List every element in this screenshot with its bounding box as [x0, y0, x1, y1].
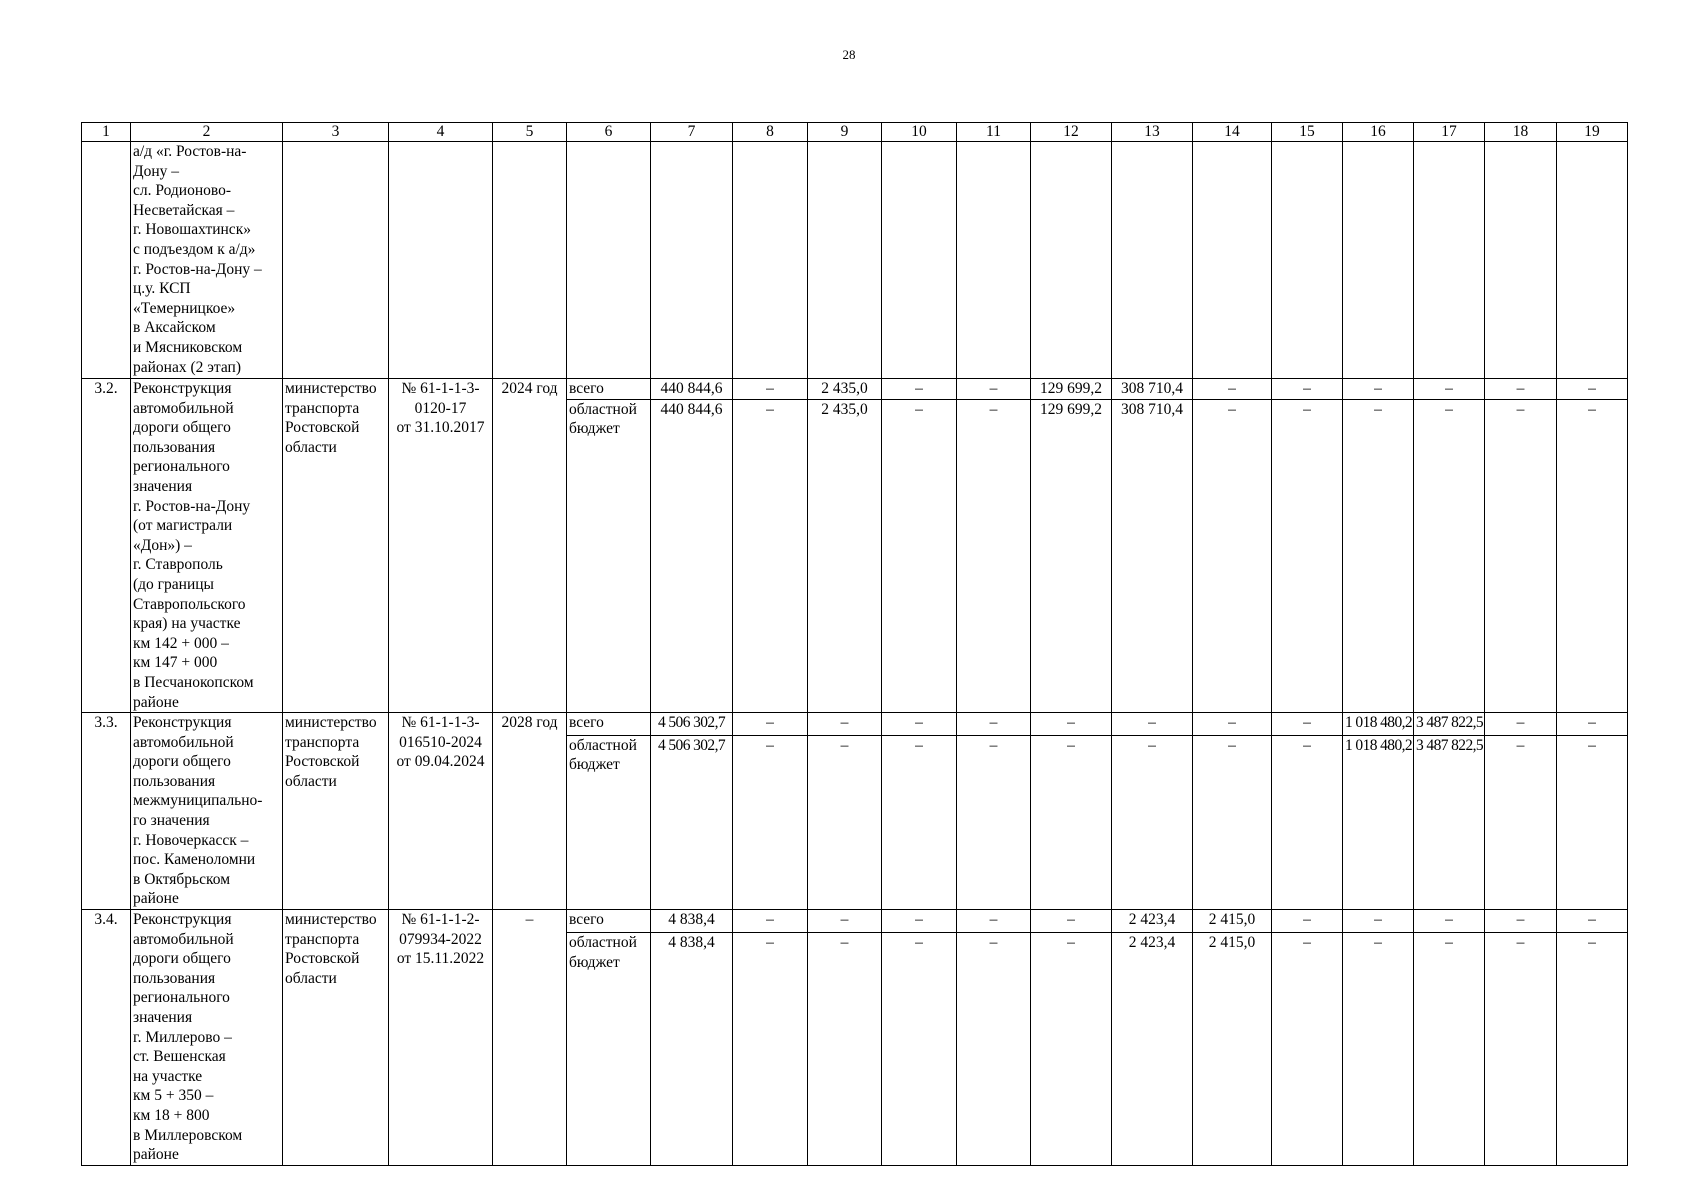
column-number-row	[82, 123, 1628, 142]
value-cell: –	[1557, 379, 1628, 400]
value-cell: –	[1031, 910, 1112, 933]
value-cell: –	[882, 713, 957, 735]
value-cell: –	[1272, 735, 1343, 909]
column-number: 7	[651, 123, 733, 142]
object-name: а/д «г. Ростов-на- Дону – сл. Родионово- Несветайская – г. Новошахтинск» с подъездом к а/д» г. Ростов-на-Дону – ц.у. КСП «Темерницкое» в Аксайском и Мясниковском районах (2 этап)	[131, 142, 283, 379]
value-cell: –	[808, 932, 882, 1165]
value-cell: –	[882, 932, 957, 1165]
value-cell: 2 423,4	[1112, 910, 1193, 933]
value-cell: –	[1414, 379, 1485, 400]
value-cell: 1 018 480,2	[1343, 713, 1414, 735]
column-number: 8	[733, 123, 808, 142]
value-cell: 2 435,0	[808, 379, 882, 400]
executor: министерство транспорта Ростовской области	[283, 379, 389, 713]
funding-source: областной бюджет	[567, 735, 651, 909]
funding-source: всего	[567, 713, 651, 735]
value-cell: –	[1414, 399, 1485, 712]
value-cell: –	[1272, 399, 1343, 712]
value-cell: –	[1112, 713, 1193, 735]
table-row	[82, 379, 1628, 400]
value-cell: –	[808, 735, 882, 909]
object-name: Реконструкция автомобильной дороги общего пользования регионального значения г. Миллерово – ст. Вешенская на участке км 5 + 350 – км 18 + 800 в Миллеровском районе	[131, 910, 283, 1166]
value-cell: –	[1193, 379, 1272, 400]
value-cell: –	[1414, 910, 1485, 933]
value-cell: –	[808, 713, 882, 735]
value-cell: –	[1031, 932, 1112, 1165]
funding-source: областной бюджет	[567, 932, 651, 1165]
page-number: 28	[842, 47, 856, 62]
executor: министерство транспорта Ростовской области	[283, 713, 389, 910]
funding-source: всего	[567, 379, 651, 400]
value-cell: –	[1414, 932, 1485, 1165]
expertise-document: № 61-1-1-2- 079934-2022 от 15.11.2022	[389, 910, 493, 1166]
column-number: 5	[493, 123, 567, 142]
value-cell: –	[957, 379, 1031, 400]
value-cell: –	[733, 379, 808, 400]
value-cell: –	[882, 735, 957, 909]
value-cell: –	[1272, 379, 1343, 400]
value-cell: –	[1272, 713, 1343, 735]
column-number: 16	[1343, 123, 1414, 142]
table-row-continuation	[82, 142, 1628, 379]
expertise-document: № 61-1-1-3- 016510-2024 от 09.04.2024	[389, 713, 493, 910]
value-cell: 308 710,4	[1112, 399, 1193, 712]
value-cell: –	[1193, 735, 1272, 909]
column-number: 4	[389, 123, 493, 142]
expertise-document: № 61-1-1-3- 0120-17 от 31.10.2017	[389, 379, 493, 713]
column-number: 11	[957, 123, 1031, 142]
value-cell: 4 506 302,7	[651, 713, 733, 735]
column-number: 13	[1112, 123, 1193, 142]
value-cell: 1 018 480,2	[1343, 735, 1414, 909]
value-cell: –	[1557, 713, 1628, 735]
column-number: 9	[808, 123, 882, 142]
value-cell: 129 699,2	[1031, 399, 1112, 712]
value-cell: –	[1193, 399, 1272, 712]
value-cell: 308 710,4	[1112, 379, 1193, 400]
column-number: 10	[882, 123, 957, 142]
value-cell: –	[733, 713, 808, 735]
value-cell: –	[882, 379, 957, 400]
value-cell: –	[1485, 713, 1557, 735]
value-cell: –	[1343, 379, 1414, 400]
value-cell: –	[1557, 399, 1628, 712]
value-cell: –	[808, 910, 882, 933]
value-cell: –	[1031, 735, 1112, 909]
funding-source: всего	[567, 910, 651, 933]
column-number: 14	[1193, 123, 1272, 142]
value-cell: –	[1031, 713, 1112, 735]
value-cell: 2 423,4	[1112, 932, 1193, 1165]
column-number: 15	[1272, 123, 1343, 142]
value-cell: –	[1485, 379, 1557, 400]
value-cell: –	[1557, 910, 1628, 933]
item-number: 3.4.	[82, 910, 131, 1166]
item-number: 3.2.	[82, 379, 131, 713]
value-cell: 2 415,0	[1193, 932, 1272, 1165]
value-cell: 4 838,4	[651, 932, 733, 1165]
item-number: 3.3.	[82, 713, 131, 910]
completion-year: 2024 год	[493, 379, 567, 713]
value-cell: –	[1343, 932, 1414, 1165]
column-number: 12	[1031, 123, 1112, 142]
object-name: Реконструкция автомобильной дороги общего пользования регионального значения г. Ростов-на-Дону (от магистрали «Дон») – г. Ставрополь (до границы Ставропольского края) на участке км 142 + 000 – км 147 + 000 в Песчанокопском районе	[131, 379, 283, 713]
column-number: 17	[1414, 123, 1485, 142]
value-cell: –	[882, 910, 957, 933]
value-cell: 440 844,6	[651, 379, 733, 400]
value-cell: 4 838,4	[651, 910, 733, 933]
column-number: 1	[82, 123, 131, 142]
value-cell: –	[957, 713, 1031, 735]
value-cell: 2 435,0	[808, 399, 882, 712]
value-cell: 440 844,6	[651, 399, 733, 712]
value-cell: –	[733, 399, 808, 712]
value-cell: 4 506 302,7	[651, 735, 733, 909]
column-number: 3	[283, 123, 389, 142]
executor: министерство транспорта Ростовской области	[283, 910, 389, 1166]
value-cell: –	[882, 399, 957, 712]
value-cell: –	[1193, 713, 1272, 735]
completion-year: –	[493, 910, 567, 1166]
value-cell: –	[1112, 735, 1193, 909]
completion-year: 2028 год	[493, 713, 567, 910]
value-cell: 3 487 822,5	[1414, 713, 1485, 735]
value-cell: –	[733, 932, 808, 1165]
table-row	[82, 713, 1628, 735]
object-name: Реконструкция автомобильной дороги общего пользования межмуниципально- го значения г. Новочеркасск – пос. Каменоломни в Октябрьском районе	[131, 713, 283, 910]
value-cell: –	[1485, 932, 1557, 1165]
value-cell: –	[1343, 910, 1414, 933]
value-cell: –	[1557, 735, 1628, 909]
column-number: 2	[131, 123, 283, 142]
column-number: 19	[1557, 123, 1628, 142]
value-cell: –	[957, 735, 1031, 909]
value-cell: –	[1272, 932, 1343, 1165]
value-cell: 2 415,0	[1193, 910, 1272, 933]
value-cell: –	[733, 910, 808, 933]
value-cell: –	[1272, 910, 1343, 933]
table-row	[82, 910, 1628, 933]
value-cell: –	[733, 735, 808, 909]
value-cell: –	[957, 932, 1031, 1165]
funding-source: областной бюджет	[567, 399, 651, 712]
column-number: 6	[567, 123, 651, 142]
column-number: 18	[1485, 123, 1557, 142]
value-cell: –	[957, 910, 1031, 933]
value-cell: –	[1485, 399, 1557, 712]
value-cell: 129 699,2	[1031, 379, 1112, 400]
value-cell: –	[957, 399, 1031, 712]
value-cell: 3 487 822,5	[1414, 735, 1485, 909]
value-cell: –	[1485, 910, 1557, 933]
value-cell: –	[1485, 735, 1557, 909]
value-cell: –	[1557, 932, 1628, 1165]
budget-table	[81, 122, 1628, 1166]
value-cell: –	[1343, 399, 1414, 712]
